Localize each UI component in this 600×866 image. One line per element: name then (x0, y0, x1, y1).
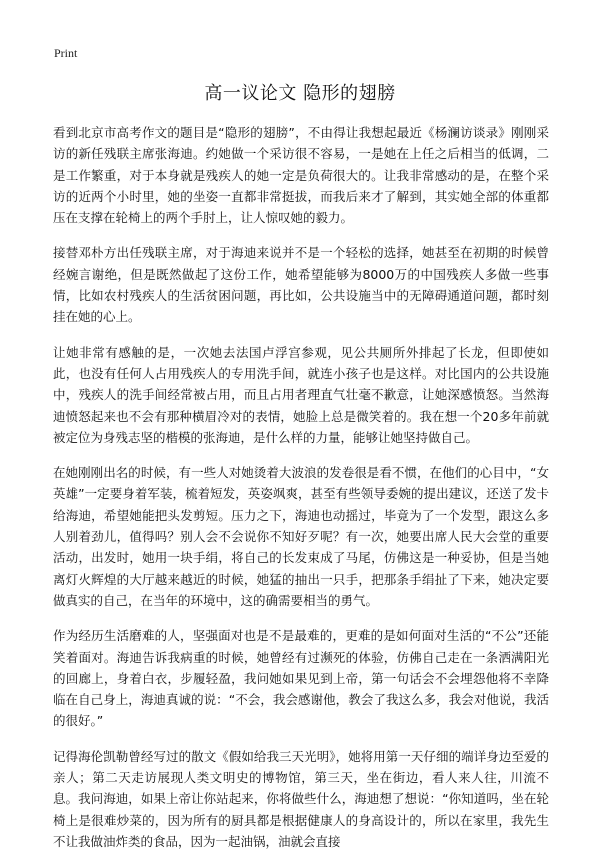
article-paragraph: 看到北京市高考作文的题目是“隐形的翅膀”，不由得让我想起最近《杨澜访谈录》刚刚采访的新任残联主席张海迪。约她做一个采访很不容易，一是她在上任之后相当的低调，二是工作繁重，对于本身就是残疾人的她一定是负荷很大的。让我非常感动的是，在整个采访的近两个小时里，她的坐姿一直都非常挺拔，而我后来才了解到，其实她全部的体重都压在支撑在轮椅上的两个手肘上，让人惊叹她的毅力。 (53, 125, 549, 226)
article-paragraph: 记得海伦凯勒曾经写过的散文《假如给我三天光明》，她将用第一天仔细的端详身边至爱的亲人；第二天走访展现人类文明史的博物馆，第三天，坐在街边，看人来人往，川流不息。我问海迪，如果上帝让你站起来，你将做些什么，海迪想了想说：“你知道吗，坐在轮椅上是很难炒菜的，因为所有的厨具都是根据健康人的身高设计的，所以在家里，我先生不让我做油炸类的食品，因为一起油锅，油就会直接 (53, 748, 549, 849)
article-title: 高一议论文 隐形的翅膀 (204, 83, 396, 104)
print-link[interactable]: Print (54, 46, 78, 60)
article-paragraph: 接替邓朴方出任残联主席，对于海迪来说并不是一个轻松的选择，她甚至在初期的时候曾经婉言谢绝，但是既然做起了这份工作，她希望能够为8000万的中国残疾人多做一些事情，比如农村残疾人的生活贫困问题，再比如，公共设施当中的无障碍通道问题，都时刻挂在她的心上。 (53, 245, 549, 325)
article-paragraph: 作为经历生活磨难的人，坚强面对也是不是最难的，更难的是如何面对生活的“不公”还能笑着面对。海迪告诉我病重的时候，她曾经有过濒死的体验，仿佛自己走在一条洒满阳光的回廊上，身着白衣，步履轻盈，我问她如果见到上帝，第一句话会不会埋怨他将不幸降临在自己身上，海迪真诚的说：“不会，我会感谢他，教会了我这么多，我会对他说，我活的很好。” (53, 628, 549, 729)
article-body (53, 122, 549, 866)
article-paragraph: 在她刚刚出名的时候，有一些人对她烫着大波浪的发卷很是看不惯，在他们的心目中，“女英雄”一定要身着军装，梳着短发，英姿飒爽，甚至有些领导委婉的提出建议，还送了发卡给海迪，希望她能把头发剪短。压力之下，海迪也动摇过，毕竟为了一个发型，跟这么多人别着劲儿，值得吗？别人会不会说你不知好歹呢？有一次，她要出席人民大会堂的重要活动，出发时，她用一块手绢，将自己的长发束成了马尾，仿佛这是一种妥协，但是当她离灯火辉煌的大厅越来越近的时候，她猛的抽出一只手，把那条手绢扯了下来，她决定要做真实的自己，在当年的环境中，这的确需要相当的勇气。 (53, 465, 549, 608)
article-paragraph: 让她非常有感触的是，一次她去法国卢浮宫参观，见公共厕所外排起了长龙，但即使如此，也没有任何人占用残疾人的专用洗手间，就连小孩子也是这样。对比国内的公共设施中，残疾人的洗手间经常被占用，而且占用者理直气壮毫不歉意，让她深感愤怒。当然海迪愤怒起来也不会有那种横眉冷对的表情，她脸上总是微笑着的。我在想一个20多年前就被定位为身残志坚的楷模的张海迪，是什么样的力量，能够让她坚持做自己。 (53, 344, 549, 445)
